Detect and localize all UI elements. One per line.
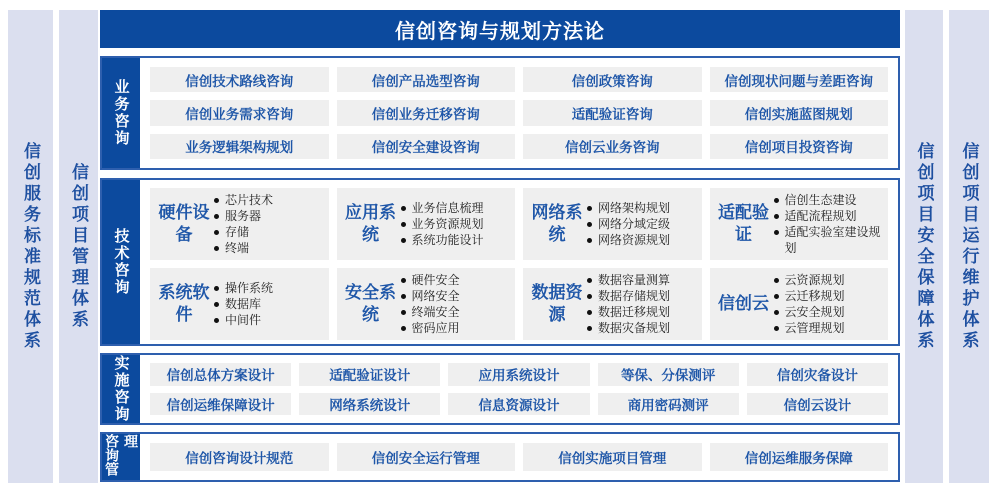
section-implementation-consulting <box>100 353 900 425</box>
business-item: 信创业务需求咨询 <box>150 100 329 125</box>
bullet-dot <box>214 230 219 235</box>
tech-group-title: 硬件设备 <box>158 202 210 244</box>
bullet-dot <box>587 310 592 315</box>
tech-group-application: 应用系统 业务信息梳理 业务资源规划 系统功能设计 <box>337 188 516 260</box>
implementation-item: 信创总体方案设计 <box>150 363 291 386</box>
tech-group-system-software: 系统软件 操作系统 数据库 中间件 <box>150 268 329 340</box>
implementation-items-grid <box>140 355 898 423</box>
bullet-dot <box>401 310 406 315</box>
management-item: 信创咨询设计规范 <box>150 443 329 471</box>
implementation-item: 信创云设计 <box>747 393 888 416</box>
bullet-dot <box>774 230 779 235</box>
tech-group-hardware: 硬件设备 芯片技术 服务器 存储 终端 <box>150 188 329 260</box>
vertical-bar-security-assurance <box>905 10 943 483</box>
implementation-item: 商用密码测评 <box>598 393 739 416</box>
implementation-item: 网络系统设计 <box>299 393 440 416</box>
implementation-item: 应用系统设计 <box>448 363 589 386</box>
business-item: 信创实施蓝图规划 <box>710 100 889 125</box>
business-item: 适配验证咨询 <box>523 100 702 125</box>
bullet-dot <box>587 326 592 331</box>
bullet-dot <box>587 206 592 211</box>
tech-group-adaptation: 适配验证 信创生态建设 适配流程规划 适配实验室建设规划 <box>710 188 889 260</box>
section-label-implementation: 实施咨询 <box>102 355 140 423</box>
bullet-dot <box>774 310 779 315</box>
business-item: 信创现状问题与差距咨询 <box>710 67 889 92</box>
tech-group-title: 适配验证 <box>718 202 769 244</box>
bullet-dot <box>401 206 406 211</box>
business-items-grid <box>140 58 898 168</box>
business-item: 信创政策咨询 <box>523 67 702 92</box>
bullet-dot <box>214 198 219 203</box>
business-item: 信创安全建设咨询 <box>337 134 516 159</box>
bullet-dot <box>214 302 219 307</box>
management-items-grid <box>140 434 898 480</box>
main-content <box>100 10 900 482</box>
tech-group-xinchuang-cloud: 信创云 云资源规划 云迁移规划 云安全规划 云管理规划 <box>710 268 889 340</box>
implementation-item: 等保、分保测评 <box>598 363 739 386</box>
bullet-dot <box>214 246 219 251</box>
vertical-bar-label: 信创项目安全保障体系 <box>914 141 934 352</box>
management-item: 信创运维服务保障 <box>710 443 889 471</box>
bullet-dot <box>587 294 592 299</box>
tech-group-data-resources: 数据资源 数据容量测算 数据存储规划 数据迁移规划 数据灾备规划 <box>523 268 702 340</box>
bullet-dot <box>401 326 406 331</box>
bullet-dot <box>587 222 592 227</box>
bullet-dot <box>214 214 219 219</box>
tech-group-title: 系统软件 <box>158 282 210 324</box>
tech-group-title: 应用系统 <box>345 202 396 244</box>
tech-group-title: 信创云 <box>718 293 769 313</box>
vertical-bar-label: 信创项目运行维护体系 <box>959 141 979 352</box>
business-item: 信创项目投资咨询 <box>710 134 889 159</box>
vertical-bar-label: 信创服务标准规范体系 <box>21 141 40 352</box>
section-label-business: 业务咨询 <box>102 58 140 168</box>
tech-group-title: 安全系统 <box>345 282 396 324</box>
tech-group-network: 网络系统 网络架构规划 网络分域定级 网络资源规划 <box>523 188 702 260</box>
implementation-item: 信息资源设计 <box>448 393 589 416</box>
management-item: 信创安全运行管理 <box>337 443 516 471</box>
page-title: 信创咨询与规划方法论 <box>100 10 900 48</box>
tech-group-title: 数据资源 <box>531 282 583 324</box>
bullet-dot <box>774 198 779 203</box>
tech-group-title: 网络系统 <box>531 202 583 244</box>
section-label-technical: 技术咨询 <box>102 180 140 344</box>
vertical-bar-service-standards <box>8 10 53 483</box>
bullet-dot <box>401 222 406 227</box>
management-item: 信创实施项目管理 <box>523 443 702 471</box>
vertical-bar-project-management <box>59 10 98 483</box>
vertical-bar-operation-maintenance <box>949 10 989 483</box>
business-item: 信创云业务咨询 <box>523 134 702 159</box>
section-consulting-management <box>100 432 900 482</box>
bullet-dot <box>214 286 219 291</box>
bullet-dot <box>401 238 406 243</box>
bullet-dot <box>774 214 779 219</box>
section-label-management: 咨询管理 <box>102 434 140 480</box>
implementation-item: 信创运维保障设计 <box>150 393 291 416</box>
bullet-dot <box>774 294 779 299</box>
section-technical-consulting <box>100 178 900 346</box>
vertical-bar-label: 信创项目管理体系 <box>69 162 88 331</box>
implementation-item: 信创灾备设计 <box>747 363 888 386</box>
business-item: 信创产品选型咨询 <box>337 67 516 92</box>
implementation-item: 适配验证设计 <box>299 363 440 386</box>
bullet-dot <box>214 318 219 323</box>
section-business-consulting <box>100 56 900 170</box>
bullet-dot <box>401 278 406 283</box>
bullet-dot <box>587 278 592 283</box>
technical-groups-grid <box>140 180 898 344</box>
bullet-dot <box>587 238 592 243</box>
business-item: 业务逻辑架构规划 <box>150 134 329 159</box>
bullet-dot <box>774 326 779 331</box>
bullet-dot <box>774 278 779 283</box>
business-item: 信创技术路线咨询 <box>150 67 329 92</box>
tech-group-security: 安全系统 硬件安全 网络安全 终端安全 密码应用 <box>337 268 516 340</box>
bullet-dot <box>401 294 406 299</box>
business-item: 信创业务迁移咨询 <box>337 100 516 125</box>
